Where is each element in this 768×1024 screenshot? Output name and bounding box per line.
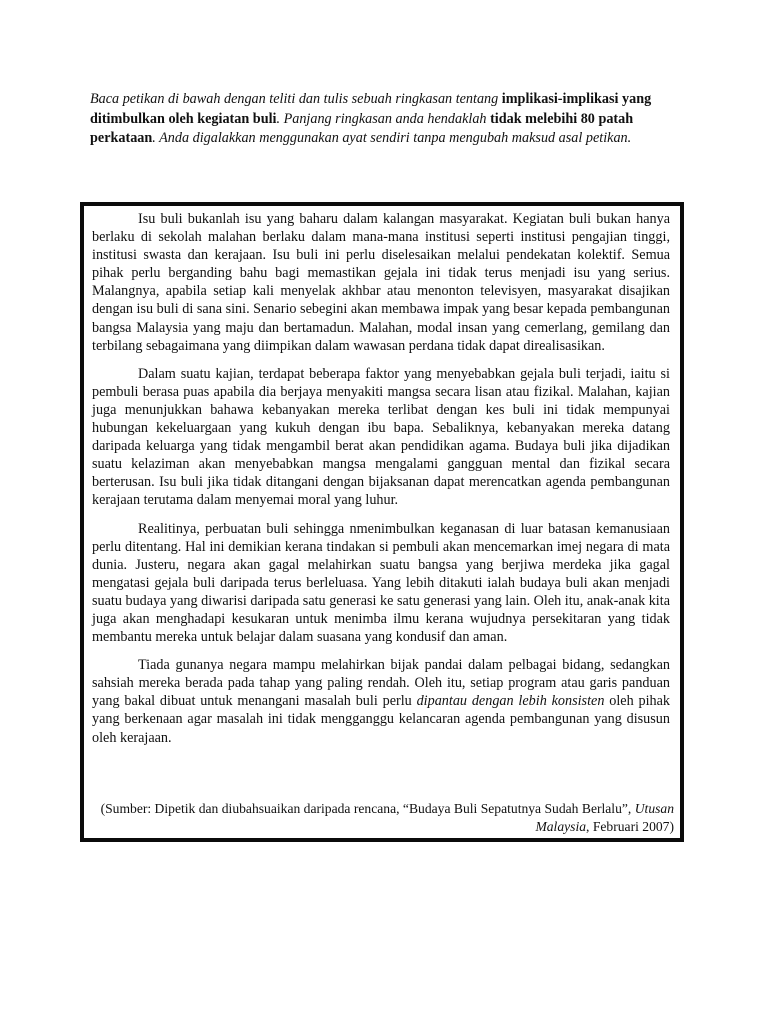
paragraph-4-italic: dipantau dengan lebih konsisten [416, 693, 605, 710]
instruction-bold-limit: tidak melebihi 80 patah perkataan [90, 110, 634, 146]
passage-paragraph-4 [92, 656, 670, 746]
instruction-part1: Baca petikan di bawah dengan teliti dan tulis sebuah ringkasan tentang [90, 91, 502, 107]
instruction-part3: . Anda digalakkan menggunakan ayat sendiri tanpa mengubah maksud asal petikan. [152, 130, 632, 146]
paragraph-4-text-a: Tiada gunanya negara mampu melahirkan bijak pandai dalam pelbagai bidang, sedangkan sahsiah mereka berada pada tahap yang paling rendah. Oleh itu, setiap program atau garis panduan yang bakal dibuat untuk menangani masalah buli perlu [92, 657, 670, 710]
passage-paragraph-2: Dalam suatu kajian, terdapat beberapa faktor yang menyebabkan gejala buli terjadi, iaitu si pembuli berasa puas apabila dia berjaya menyakiti mangsa secara lisan atau fizikal. Malahan, kajian juga menunjukkan bahawa kebanyakan mereka terlibat dengan kes buli ini tidak mempunyai hubungan kekeluargaan yang kukuh dengan ibu bapa. Sebaliknya, kebanyakan mereka datang daripada keluarga yang tidak mengambil berat akan pendidikan agama. Budaya buli jika dijadikan suatu kelaziman akan menyebabkan mangsa mengalami gangguan mental dan fizikal secara berterusan. Isu buli jika tidak ditangani dengan bijaksanan dapat merencatkan agenda pembangunan kerajaan terutama dalam menyemai moral yang luhur. [92, 365, 670, 509]
passage-box [80, 202, 684, 842]
instruction-bold-topic: implikasi-implikasi yang ditimbulkan oleh kegiatan buli [90, 91, 652, 127]
passage-paragraph-3: Realitinya, perbuatan buli sehingga nmenimbulkan keganasan di luar batasan kemanusiaan perlu ditentang. Hal ini demikian kerana tindakan si pembuli akan mencemarkan imej negara di mata dunia. Justeru, negara akan gagal melahirkan suatu bangsa yang berjiwa merdeka jika gagal mengatasi gejala buli daripada terus berleluasa. Yang lebih ditakuti ialah budaya buli akan menjadi suatu budaya yang diwarisi daripada satu generasi ke satu generasi yang lain. Oleh itu, anak-anak kita juga akan menghadapi kesukaran untuk menimba ilmu kerana wujudnya persekitaran yang tidak membantu mereka untuk belajar dalam suasana yang kondusif dan aman. [92, 520, 670, 646]
paragraph-4-text-b: oleh pihak yang berkenaan agar masalah ini tidak mengganggu kelancaran agenda pembangunan yang disusun oleh kerajaan. [92, 693, 671, 746]
source-citation [92, 800, 674, 836]
passage-paragraph-1: Isu buli bukanlah isu yang baharu dalam kalangan masyarakat. Kegiatan buli bukan hanya berlaku di sekolah malahan berlaku dalam mana-mana institusi seperti institusi pengajian tinggi, institusi swasta dan kerajaan. Isu buli ini perlu diselesaikan melalui pendekatan kolektif. Semua pihak perlu berganding bahu bagi memastikan gejala ini tidak terus menjadi isu yang serius. Malangnya, apabila setiap kali menyelak akhbar atau menonton televisyen, masyarakat disajikan dengan isu buli di sana sini. Senario sebegini akan membawa impak yang besar kepada pembangunan bangsa Malaysia yang maju dan bertamadun. Malahan, modal insan yang cemerlang, gemilang dan terbilang sebagaimana yang diimpikan dalam wawasan perdana tidak dapat direalisasikan. [92, 211, 670, 354]
instruction-text [90, 90, 680, 149]
instruction-part2: . Panjang ringkasan anda hendaklah [276, 110, 491, 127]
source-publication: Utusan Malaysia [535, 801, 674, 834]
source-text-a: (Sumber: Dipetik dan diubahsuaikan daripada rencana, “Budaya Buli Sepatutnya Sudah Berlalu”, [100, 801, 635, 816]
source-text-b: , Februari 2007) [586, 819, 674, 834]
